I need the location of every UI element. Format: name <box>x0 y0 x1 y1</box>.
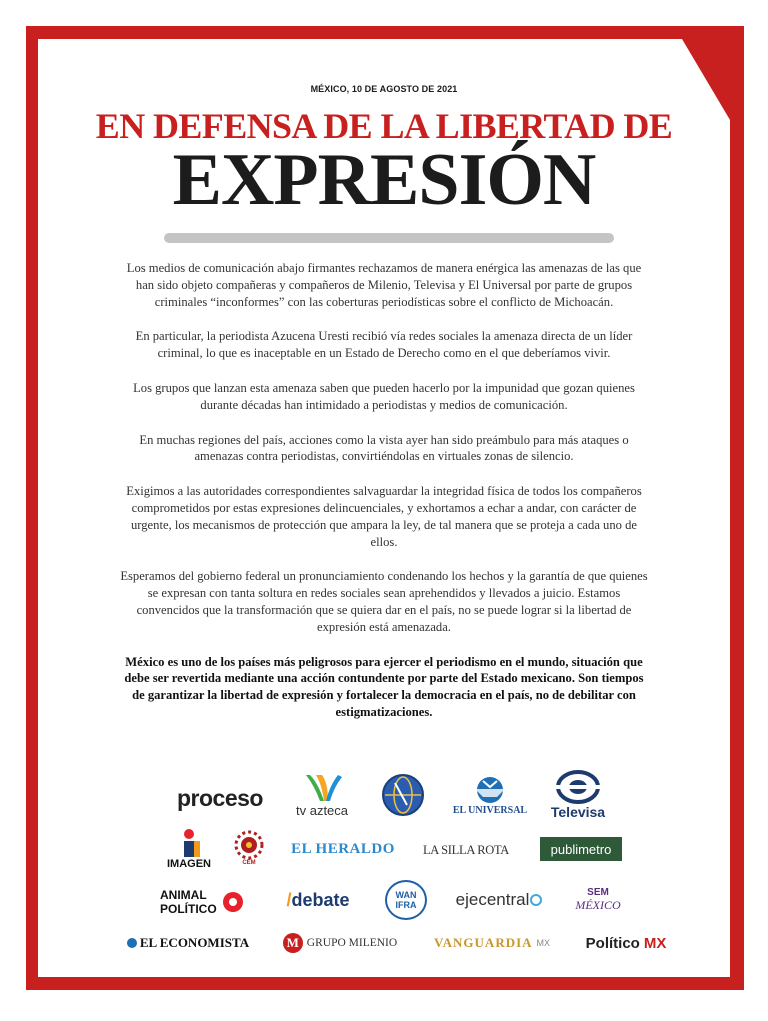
headline-line-1: EN DEFENSA DE LA LIBERTAD DE <box>95 106 673 146</box>
eje-central-logo: ejecentral <box>446 886 552 914</box>
globe-seal-icon <box>381 773 425 817</box>
eje-central-dot-icon <box>530 894 542 906</box>
debate-logo: / debate <box>286 889 350 910</box>
el-universal-globe-icon <box>471 775 509 805</box>
paragraph: Los medios de comunicación abajo firmantes rechazamos de manera enérgica las amenazas de las que han sido objeto compañeras y compañeros de Milenio, Televisa y El Universal por parte de grupos criminales “inconformes” con las coberturas periodísticas sobre el conflicto de Michoacán. <box>126 261 642 309</box>
sem-mexico-logo: SEM MÉXICO <box>575 886 621 912</box>
el-economista-dot-icon <box>127 938 137 948</box>
imagen-logo: IMAGEN <box>158 826 220 872</box>
tv-azteca-logo: tv azteca <box>282 770 362 820</box>
milenio-m-icon: M <box>283 933 303 953</box>
cem-logo: CEM <box>228 826 270 870</box>
paragraph: En particular, la periodista Azucena Uresti recibió vía redes sociales la amenaza directa de un líder criminal, lo que es inaceptable en un Estado de Derecho como en el que deberíamos vivir. <box>135 329 633 361</box>
proceso-logo: proceso <box>177 784 263 811</box>
divider-bar <box>164 233 614 243</box>
globe-seal-logo <box>380 772 426 818</box>
paragraph: Exigimos a las autoridades correspondientes salvaguardar la integridad física de todos los compañeros comprometidos por estas expresiones delincuenciales, y exhortamos a echar a andar, con carácter de urgente, los mecanismos de protección que ampara la ley, de tal manera que se proteja a cada uno de ellos. <box>126 484 642 549</box>
politico-mx-logo: Político MX <box>585 934 667 952</box>
la-silla-rota-logo: LA SILLA ROTA <box>422 842 510 857</box>
televisa-logo: Televisa <box>536 768 620 822</box>
animal-politico-mark-icon <box>222 886 244 916</box>
el-heraldo-logo: EL HERALDO <box>291 840 395 857</box>
headline-line-2: EXPRESIÓN <box>172 139 596 221</box>
paragraph: Los grupos que lanzan esta amenaza saben que pueden hacerlo por la impunidad que gozan quienes durante décadas han intimidado a periodistas y medios de comunicación. <box>133 380 635 412</box>
paragraph: En muchas regiones del país, acciones como la vista ayer han sido preámbulo para más ataques o amenazas contra periodistas, convirtiéndolas en virtuales zonas de silencio. <box>139 432 629 464</box>
imagen-emblem-icon <box>176 828 202 858</box>
cem-emblem-icon <box>234 830 264 860</box>
wan-ifra-logo: WAN IFRA <box>385 880 427 920</box>
televisa-emblem-icon <box>556 770 600 804</box>
vanguardia-logo: VANGUARDIA MX <box>433 935 551 950</box>
el-economista-logo: EL ECONOMISTA <box>120 930 256 956</box>
tv-azteca-emblem-icon <box>300 773 344 803</box>
statement-body <box>120 260 648 739</box>
animal-politico-logo: ANIMAL POLÍTICO <box>160 888 217 916</box>
paragraph: Esperamos del gobierno federal un pronunciamiento condenando los hechos y la garantía de que quienes se expresan con tanta soltura en redes sociales sean aprehendidos y llevados a juicio. Estamos convencidos que la transformación que se quiera dar en el país, no se puede lograr si la libertad de expresión está amenazada. <box>120 569 648 634</box>
publimetro-logo: publimetro <box>540 837 622 861</box>
debate-slash-icon: / <box>286 889 292 910</box>
date-line: MÉXICO, 10 DE AGOSTO DE 2021 <box>310 84 458 94</box>
el-universal-logo: EL UNIVERSAL <box>448 770 532 820</box>
grupo-milenio-logo: M GRUPO MILENIO <box>270 930 410 956</box>
closing-paragraph: México es uno de los países más peligrosos para ejercer el periodismo en el mundo, situación que debe ser revertida mediante una acción contundente por parte del Estado mexicano. Son tiempos de garantizar la libertad de expresión y fortalecer la democracia en el país, no de debilitar con estigmatizaciones. <box>124 654 644 719</box>
